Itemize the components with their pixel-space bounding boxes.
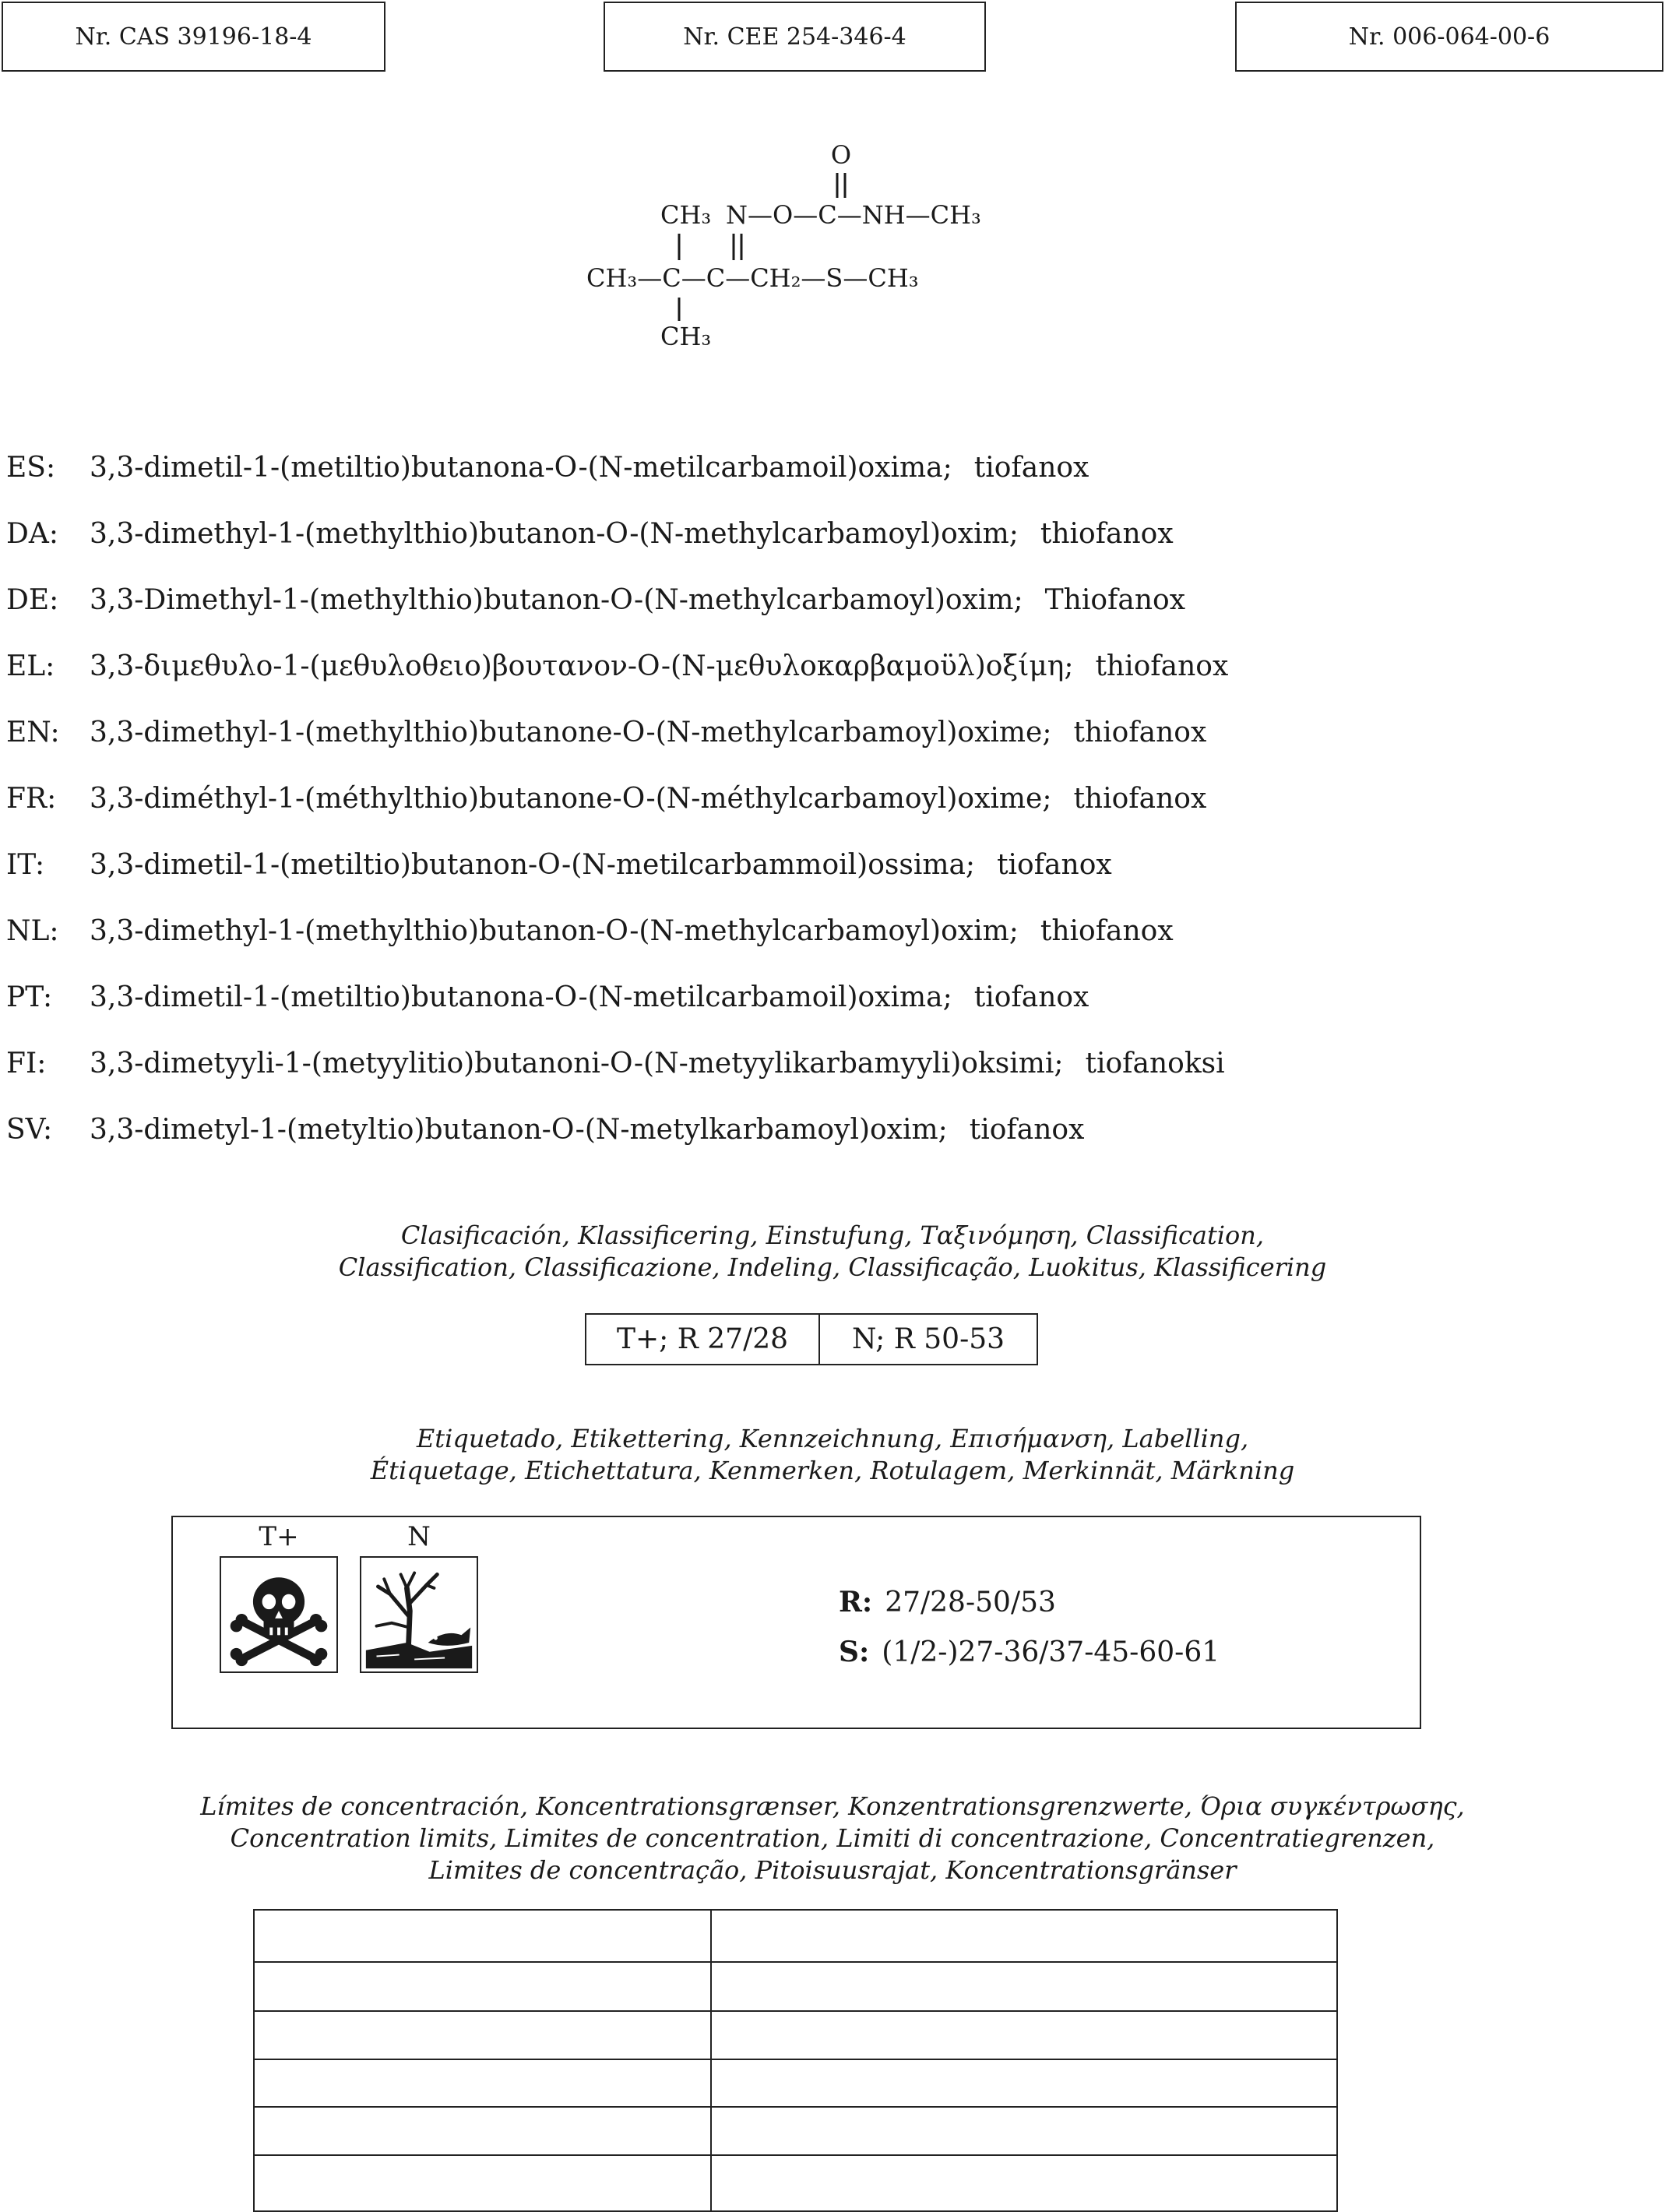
- hazard-symbol-letter: N: [407, 1521, 431, 1552]
- substance-name-row: [0, 510, 1635, 557]
- substance-name-row: [0, 1040, 1635, 1087]
- labelling-heading: [0, 1423, 1665, 1487]
- language-code: DA:: [6, 517, 58, 550]
- language-code: PT:: [6, 981, 53, 1013]
- name-text: [90, 1048, 1225, 1080]
- concentration-heading-line: Limites de concentração, Pitoisuusrajat, Koncentrationsgränser: [428, 1855, 1237, 1885]
- table-row-divider: [255, 2059, 1336, 2060]
- language-code: FI:: [6, 1047, 47, 1080]
- substance-name-row: [0, 841, 1635, 888]
- language-code: EN:: [6, 716, 60, 748]
- common-name: thiofanox: [1040, 914, 1174, 947]
- table-row-divider: [255, 1961, 1336, 1963]
- language-code: EL:: [6, 650, 55, 682]
- safety-phrases-value: (1/2-)27-36/37-45-60-61: [882, 1636, 1220, 1668]
- language-code: NL:: [6, 914, 59, 947]
- labelling-heading-line: Étiquetage, Etichettatura, Kenmerken, Rotulagem, Merkinnät, Märkning: [370, 1456, 1295, 1485]
- language-code: SV:: [6, 1113, 53, 1146]
- chemical-name: 3,3-diméthyl-1-(méthylthio)butanone-O-(N-méthylcarbamoyl)oxime;: [90, 782, 1052, 815]
- formula-bonds: [679, 173, 845, 321]
- common-name: tiofanox: [973, 451, 1089, 484]
- concentration-limits-table: [253, 1909, 1338, 2212]
- risk-phrases-label: R:: [839, 1586, 873, 1618]
- common-name: tiofanox: [969, 1113, 1085, 1146]
- chemical-name: 3,3-dimetil-1-(metiltio)butanona-O-(N-metilcarbamoil)oxima;: [90, 981, 952, 1013]
- hazard-symbol-environment: [360, 1517, 478, 1673]
- risk-phrases: [839, 1586, 1056, 1618]
- annex-number-box: [1235, 2, 1663, 72]
- formula-row1-methyl: CH₃: [660, 200, 712, 230]
- name-text: [90, 783, 1206, 815]
- classification-toxicity: T+; R 27/28: [586, 1315, 820, 1364]
- chemical-name: 3,3-Dimethyl-1-(methylthio)butanon-O-(N-methylcarbamoyl)oxim;: [90, 583, 1023, 616]
- common-name: tiofanoksi: [1085, 1047, 1225, 1080]
- classification-heading-line: Classification, Classificazione, Indeling, Classificação, Luokitus, Klassificering: [338, 1252, 1327, 1282]
- labelling-box: [171, 1516, 1421, 1729]
- formula-carbonyl-o: O: [830, 140, 852, 170]
- formula-bottom-methyl: CH₃: [660, 322, 712, 351]
- table-row-divider: [255, 2154, 1336, 2156]
- common-name: tiofanox: [973, 981, 1089, 1013]
- substance-name-row: [0, 709, 1635, 756]
- common-name: tiofanox: [997, 848, 1112, 881]
- cas-number: Nr. CAS 39196-18-4: [75, 23, 312, 51]
- safety-phrases-label: S:: [839, 1636, 870, 1668]
- classification-heading: [0, 1220, 1665, 1284]
- concentration-heading-line: Concentration limits, Limites de concentration, Limiti di concentrazione, Concentratiegrenzen,: [230, 1823, 1435, 1853]
- concentration-heading-line: Límites de concentración, Koncentrationsgrænser, Konzentrationsgrenzwerte, Όρια συγκέντρωσης,: [200, 1791, 1465, 1821]
- annex-number: Nr. 006-064-00-6: [1348, 23, 1551, 51]
- name-text: [90, 650, 1228, 682]
- common-name: thiofanox: [1095, 650, 1229, 682]
- hazard-symbol-toxic: [220, 1517, 338, 1673]
- common-name: thiofanox: [1040, 517, 1174, 550]
- safety-phrases: [839, 1636, 1220, 1668]
- concentration-heading: [0, 1791, 1665, 1886]
- table-row-divider: [255, 2106, 1336, 2108]
- common-name: Thiofanox: [1044, 583, 1186, 616]
- substance-name-row: [0, 907, 1635, 954]
- name-text: [90, 1114, 1084, 1146]
- skull-crossbones-icon: [220, 1556, 338, 1673]
- cee-number-box: [604, 2, 986, 72]
- chemical-name: 3,3-dimethyl-1-(methylthio)butanon-O-(N-methylcarbamoyl)oxim;: [90, 517, 1019, 550]
- substance-name-row: [0, 974, 1635, 1020]
- risk-phrases-value: 27/28-50/53: [885, 1587, 1056, 1618]
- common-name: thiofanox: [1073, 716, 1207, 748]
- language-code: FR:: [6, 782, 57, 815]
- chemical-name: 3,3-dimetyl-1-(metyltio)butanon-O-(N-metylkarbamoyl)oxim;: [90, 1113, 948, 1146]
- cas-number-box: [2, 2, 385, 72]
- name-text: [90, 915, 1174, 947]
- name-text: [90, 584, 1185, 616]
- dead-tree-fish-icon: [360, 1556, 478, 1673]
- formula-row1-chain: N—O—C—NH—CH₃: [726, 200, 981, 230]
- substance-name-row: [0, 643, 1635, 689]
- common-name: thiofanox: [1073, 782, 1207, 815]
- substance-name-row: [0, 1106, 1635, 1153]
- substance-name-row: [0, 775, 1635, 822]
- name-text: [90, 452, 1089, 484]
- cee-number: Nr. CEE 254-346-4: [683, 23, 906, 51]
- name-text: [90, 717, 1206, 748]
- formula-row2: CH₃—C—C—CH₂—S—CH₃: [586, 263, 919, 293]
- structural-formula: [561, 125, 1059, 358]
- chemical-name: 3,3-dimethyl-1-(methylthio)butanone-O-(N-methylcarbamoyl)oxime;: [90, 716, 1052, 748]
- chemical-name: 3,3-dimethyl-1-(methylthio)butanon-O-(N-methylcarbamoyl)oxim;: [90, 914, 1019, 947]
- language-code: DE:: [6, 583, 59, 616]
- name-text: [90, 518, 1174, 550]
- classification-environment: N; R 50-53: [851, 1323, 1005, 1355]
- substance-name-row: [0, 444, 1635, 491]
- hazard-symbol-letter: T+: [259, 1521, 299, 1552]
- classification-heading-line: Clasificación, Klassificering, Einstufung, Ταξινόμηση, Classification,: [400, 1220, 1265, 1250]
- chemical-name: 3,3-διμεθυλο-1-(μεθυλοθειο)βουτανον-O-(N-μεθυλοκαρβαμοϋλ)οξίμη;: [90, 650, 1074, 682]
- substance-name-row: [0, 576, 1635, 623]
- language-code: IT:: [6, 848, 45, 881]
- name-text: [90, 981, 1089, 1013]
- chemical-name: 3,3-dimetyyli-1-(metyylitio)butanoni-O-(N-metyylikarbamyyli)oksimi;: [90, 1047, 1064, 1080]
- labelling-heading-line: Etiquetado, Etikettering, Kennzeichnung, Επισήμανση, Labelling,: [416, 1424, 1249, 1453]
- table-column-divider: [710, 1911, 712, 2210]
- name-text: [90, 849, 1112, 881]
- language-code: ES:: [6, 451, 56, 484]
- chemical-name: 3,3-dimetil-1-(metiltio)butanona-O-(N-metilcarbamoil)oxima;: [90, 451, 952, 484]
- classification-box: [585, 1313, 1038, 1365]
- chemical-name: 3,3-dimetil-1-(metiltio)butanon-O-(N-metilcarbammoil)ossima;: [90, 848, 976, 881]
- table-row-divider: [255, 2010, 1336, 2012]
